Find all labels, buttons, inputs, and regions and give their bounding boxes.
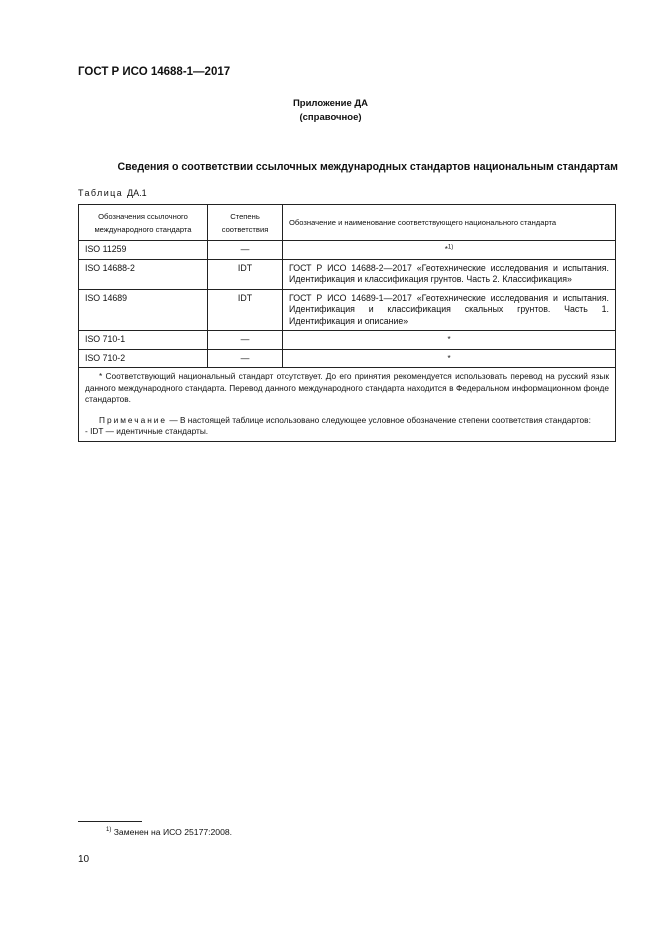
cell-national: * (283, 349, 616, 368)
table-caption (78, 188, 147, 198)
footnote-text: Заменен на ИСО 25177:2008. (111, 827, 233, 837)
table-notes (79, 368, 616, 442)
cell-degree: — (208, 349, 283, 368)
table-header-row (79, 205, 616, 241)
note-text: — В настоящей таблице использовано следующее условное обозначение степени соответствия стандартов: (167, 414, 591, 425)
cell-degree: — (208, 331, 283, 350)
cell-reference: ISO 710-1 (79, 331, 208, 350)
table-row (79, 259, 616, 289)
footnote (106, 827, 232, 837)
header-reference: Обозначения ссылочного международного стандарта (79, 205, 208, 241)
table-notes-row (79, 368, 616, 442)
header-degree: Степень соответствия (208, 205, 283, 241)
section-title: Сведения о соответствии ссылочных международных стандартов национальным стандартам (117, 161, 618, 173)
table-row (79, 289, 616, 331)
cell-national: ГОСТ Р ИСО 14688-2—2017 «Геотехнические исследования и испытания. Идентификация и классификация грунтов. Часть 2. Классификация» (283, 259, 616, 289)
cell-reference: ISO 710-2 (79, 349, 208, 368)
annex-title: Приложение ДА (292, 98, 369, 109)
footnote-mark: 1) (106, 827, 112, 834)
correspondence-table (78, 204, 616, 442)
table-row (79, 349, 616, 368)
table-caption-prefix: Таблица (78, 188, 124, 198)
table-caption-number: ДА.1 (127, 188, 147, 198)
note-label: Примечание (99, 414, 168, 425)
cell-reference: ISO 14689 (79, 289, 208, 331)
header-national: Обозначение и наименование соответствующего национального стандарта (283, 205, 616, 241)
cell-degree: — (208, 241, 283, 260)
cell-national: * (283, 331, 616, 350)
note-item: - IDT — идентичные стандарты. (85, 426, 209, 437)
footnote-separator (78, 821, 142, 822)
cell-national (283, 241, 616, 260)
cell-national: ГОСТ Р ИСО 14689-1—2017 «Геотехнические исследования и испытания. Идентификация и классификация скальных грунтов. Часть 1. Идентификация и описание» (283, 289, 616, 331)
table-row (79, 241, 616, 260)
cell-degree: IDT (208, 289, 283, 331)
annex-heading (0, 97, 661, 125)
star-note: * Соответствующий национальный стандарт отсутствует. До его принятия рекомендуется использовать перевод на русский язык данного международного стандарта. Перевод данного международного стандарта находится в Федеральном информационном фонде стандартов. (85, 371, 609, 405)
cell-reference: ISO 14688-2 (79, 259, 208, 289)
table-row (79, 331, 616, 350)
document-code: ГОСТ Р ИСО 14688-1—2017 (78, 66, 231, 78)
cell-reference: ISO 11259 (79, 241, 208, 260)
national-star: * (444, 245, 448, 254)
cell-degree: IDT (208, 259, 283, 289)
note-paragraph (85, 415, 609, 427)
page-number: 10 (78, 854, 90, 865)
annex-note: (справочное) (299, 112, 362, 123)
footnote-ref: 1) (447, 244, 454, 251)
